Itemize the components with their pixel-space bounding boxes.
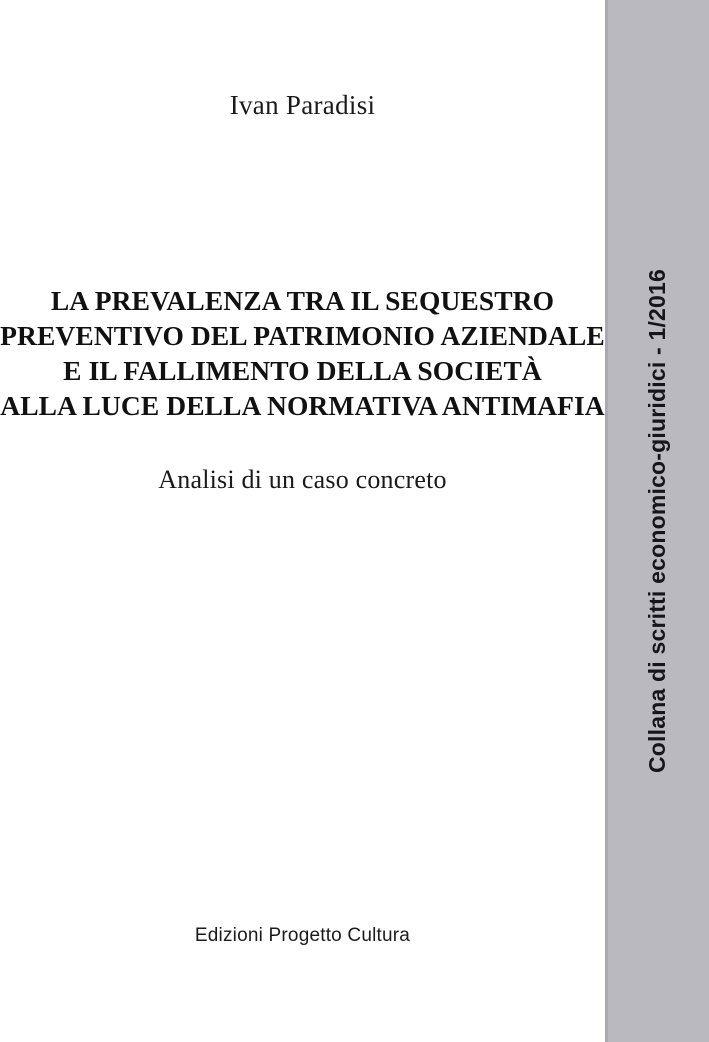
book-title (0, 283, 605, 423)
author-name: Ivan Paradisi (229, 90, 376, 120)
title-line-3: E IL FALLIMENTO DELLA SOCIETÀ (63, 355, 542, 386)
series-title: Collana di scritti economico-giuridici - 1/2016 (643, 268, 670, 774)
title-line-2: PREVENTIVO DEL PATRIMONIO AZIENDALE (0, 320, 605, 351)
book-subtitle: Analisi di un caso concreto (158, 465, 447, 494)
title-line-4: ALLA LUCE DELLA NORMATIVA ANTIMAFIA (0, 390, 605, 421)
title-line-1: LA PREVALENZA TRA IL SEQUESTRO (50, 285, 555, 316)
cover-spine-band (605, 0, 709, 1042)
publisher-name: Edizioni Progetto Cultura (194, 925, 411, 946)
